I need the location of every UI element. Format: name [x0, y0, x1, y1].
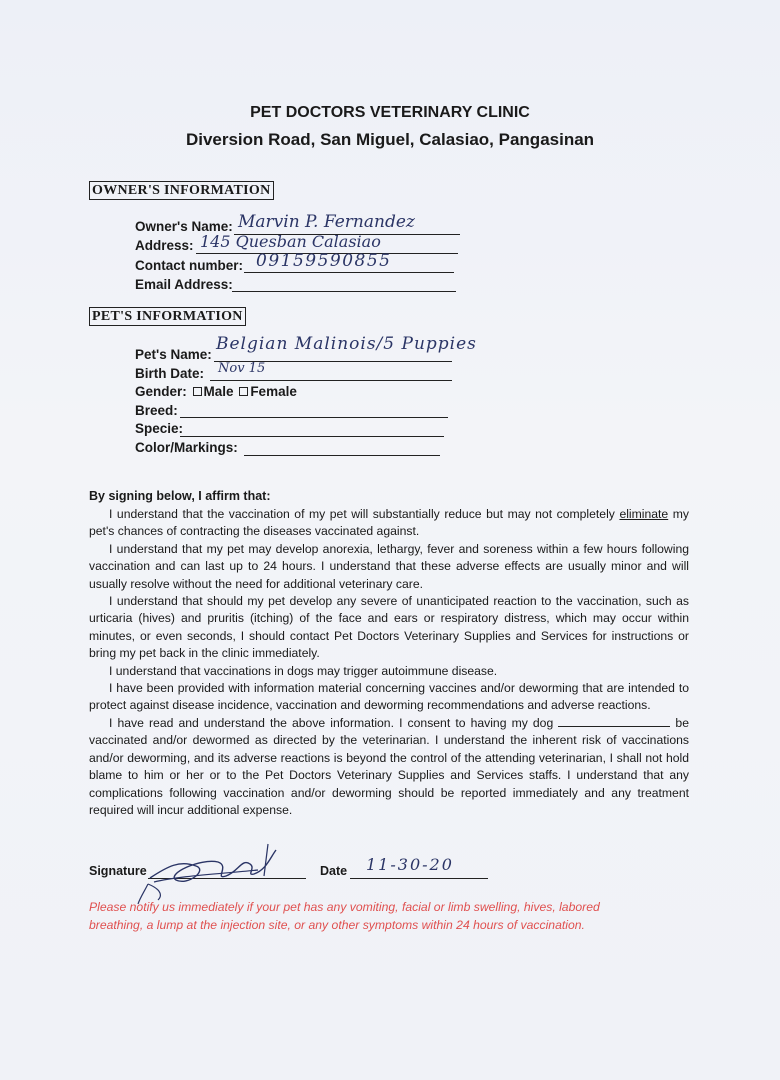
date-value: 11-30-20	[366, 855, 454, 874]
breed-line	[180, 417, 448, 418]
gender-label: Gender:	[135, 384, 187, 399]
address-label: Address:	[135, 238, 194, 253]
contact-line	[244, 272, 454, 273]
signature-scribble	[118, 836, 298, 906]
email-label: Email Address:	[135, 277, 233, 292]
notice-text: Please notify us immediately if your pet has any vomiting, facial or limb swelling, hives, labored breathing, a lump at the injection site, or any other symptoms within 24 hours of vaccination.	[89, 900, 600, 932]
gender-field	[135, 384, 297, 399]
address-value: 145 Quesban Calasiao	[200, 232, 381, 251]
pet-name-value: Belgian Malinois/5 Puppies	[216, 334, 477, 354]
contact-value: 09159590855	[256, 251, 392, 271]
breed-label: Breed:	[135, 403, 178, 418]
consent-paragraph-2: I understand that my pet may develop anorexia, lethargy, fever and soreness within a few hours following vaccination and can last up to 24 hours. I understand that these adverse effects are usually minor and will usually resolve without the need for additional veterinary care.	[89, 541, 689, 591]
clinic-address: Diversion Road, San Miguel, Calasiao, Pangasinan	[185, 130, 595, 149]
clinic-name: PET DOCTORS VETERINARY CLINIC	[250, 104, 530, 121]
consent-heading: By signing below, I affirm that:	[89, 489, 271, 503]
date-line	[350, 878, 488, 879]
owner-section-title: OWNER'S INFORMATION	[89, 181, 274, 200]
consent-paragraph-5: I have been provided with information material concerning vaccines and/or deworming that are intended to protect against disease incidence, vaccination and deworming recommendations and adverse reactions.	[89, 681, 689, 713]
pet-section-title: PET'S INFORMATION	[89, 307, 246, 326]
male-checkbox[interactable]	[193, 387, 202, 396]
birth-date-line	[210, 380, 452, 381]
consent-p1-end: my pet's chances of contracting the diseases vaccinated against.	[89, 507, 690, 539]
consent-p1-text: I understand that the vaccination of my pet will substantially reduce but may not completely	[109, 507, 615, 521]
consent-text	[89, 506, 689, 819]
consent-p6-end: be vaccinated and/or dewormed as directed by the veterinarian. I understand the inherent risk of vaccinations and/or deworming, and its adverse reactions is beyond the control of the attending veterinarian, I shall not hold blame to him or her or to the Pet Doctors Veterinary Supplies and Services staffs. I understand that any complications following vaccination and/or deworming should be reported immediately and any treatment required will incur additional expense.	[89, 715, 689, 817]
dog-name-blank[interactable]	[558, 716, 670, 727]
female-checkbox[interactable]	[239, 387, 248, 396]
birth-date-label: Birth Date:	[135, 366, 205, 381]
consent-paragraph-4: I understand that vaccinations in dogs may trigger autoimmune disease.	[109, 663, 498, 678]
consent-paragraph-1	[89, 506, 689, 541]
consent-paragraph-3: I understand that should my pet develop any severe of unanticipated reaction to the vaccination, such as urticaria (hives) and pruritis (itching) of the face and ears or respiratory distress, which may occur within minutes, or even seconds, I should contact Pet Doctors Veterinary Supplies and Services for instructions or bring my pet back in the clinic immediately.	[89, 594, 689, 661]
date-label: Date	[320, 864, 348, 878]
male-option-label: Male	[203, 384, 234, 399]
pet-name-label: Pet's Name:	[135, 347, 212, 362]
owner-name-value: Marvin P. Fernandez	[238, 212, 415, 232]
birth-date-value: Nov 15	[218, 361, 266, 376]
specie-line	[180, 436, 444, 437]
signature-label: Signature	[89, 864, 147, 878]
owner-name-label: Owner's Name:	[135, 219, 233, 234]
specie-label: Specie:	[135, 421, 184, 436]
color-markings-line	[244, 455, 440, 456]
consent-paragraph-6	[89, 715, 689, 819]
color-markings-label: Color/Markings:	[135, 440, 238, 455]
contact-label: Contact number:	[135, 258, 243, 273]
consent-p6-text: I have read and understand the above information. I consent to having my dog	[109, 715, 559, 730]
email-line	[232, 291, 456, 292]
consent-p1-underlined: eliminate	[619, 507, 669, 521]
female-option-label: Female	[250, 384, 297, 399]
